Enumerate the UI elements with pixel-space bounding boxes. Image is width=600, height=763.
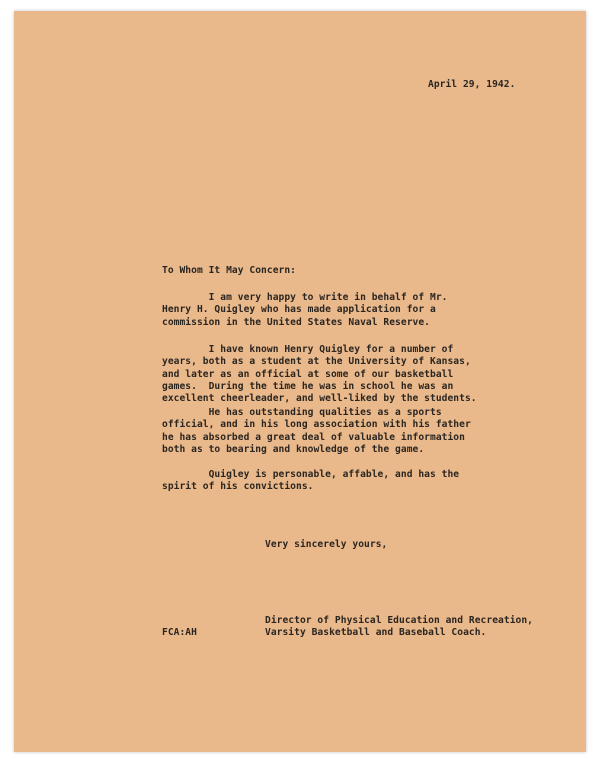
- paragraph-2: I have known Henry Quigley for a number of years, both as a student at the University of Kansas, and later as an official at some of our basketball games. During the time he was in school he was an excellent cheerleader, and well-liked by the students.: [162, 344, 477, 405]
- paragraph-3: He has outstanding qualities as a sports official, and in his long association with his father he has absorbed a great deal of valuable information both as to bearing and knowledge of the game.: [162, 407, 471, 455]
- salutation: To Whom It May Concern:: [162, 265, 296, 276]
- closing: Very sincerely yours,: [265, 539, 388, 550]
- letter-page: [14, 11, 586, 752]
- letter-body: [14, 11, 586, 752]
- paragraph-1: I am very happy to write in behalf of Mr. Henry H. Quigley who has made application for a commission in the United States Naval Reserve.: [162, 292, 448, 328]
- letter-date: April 29, 1942.: [428, 79, 516, 90]
- reference-initials: FCA:AH: [162, 627, 197, 638]
- paragraph-4: Quigley is personable, affable, and has the spirit of his convictions.: [162, 469, 460, 493]
- signature-title: Director of Physical Education and Recreation, Varsity Basketball and Baseball Coach.: [265, 615, 533, 639]
